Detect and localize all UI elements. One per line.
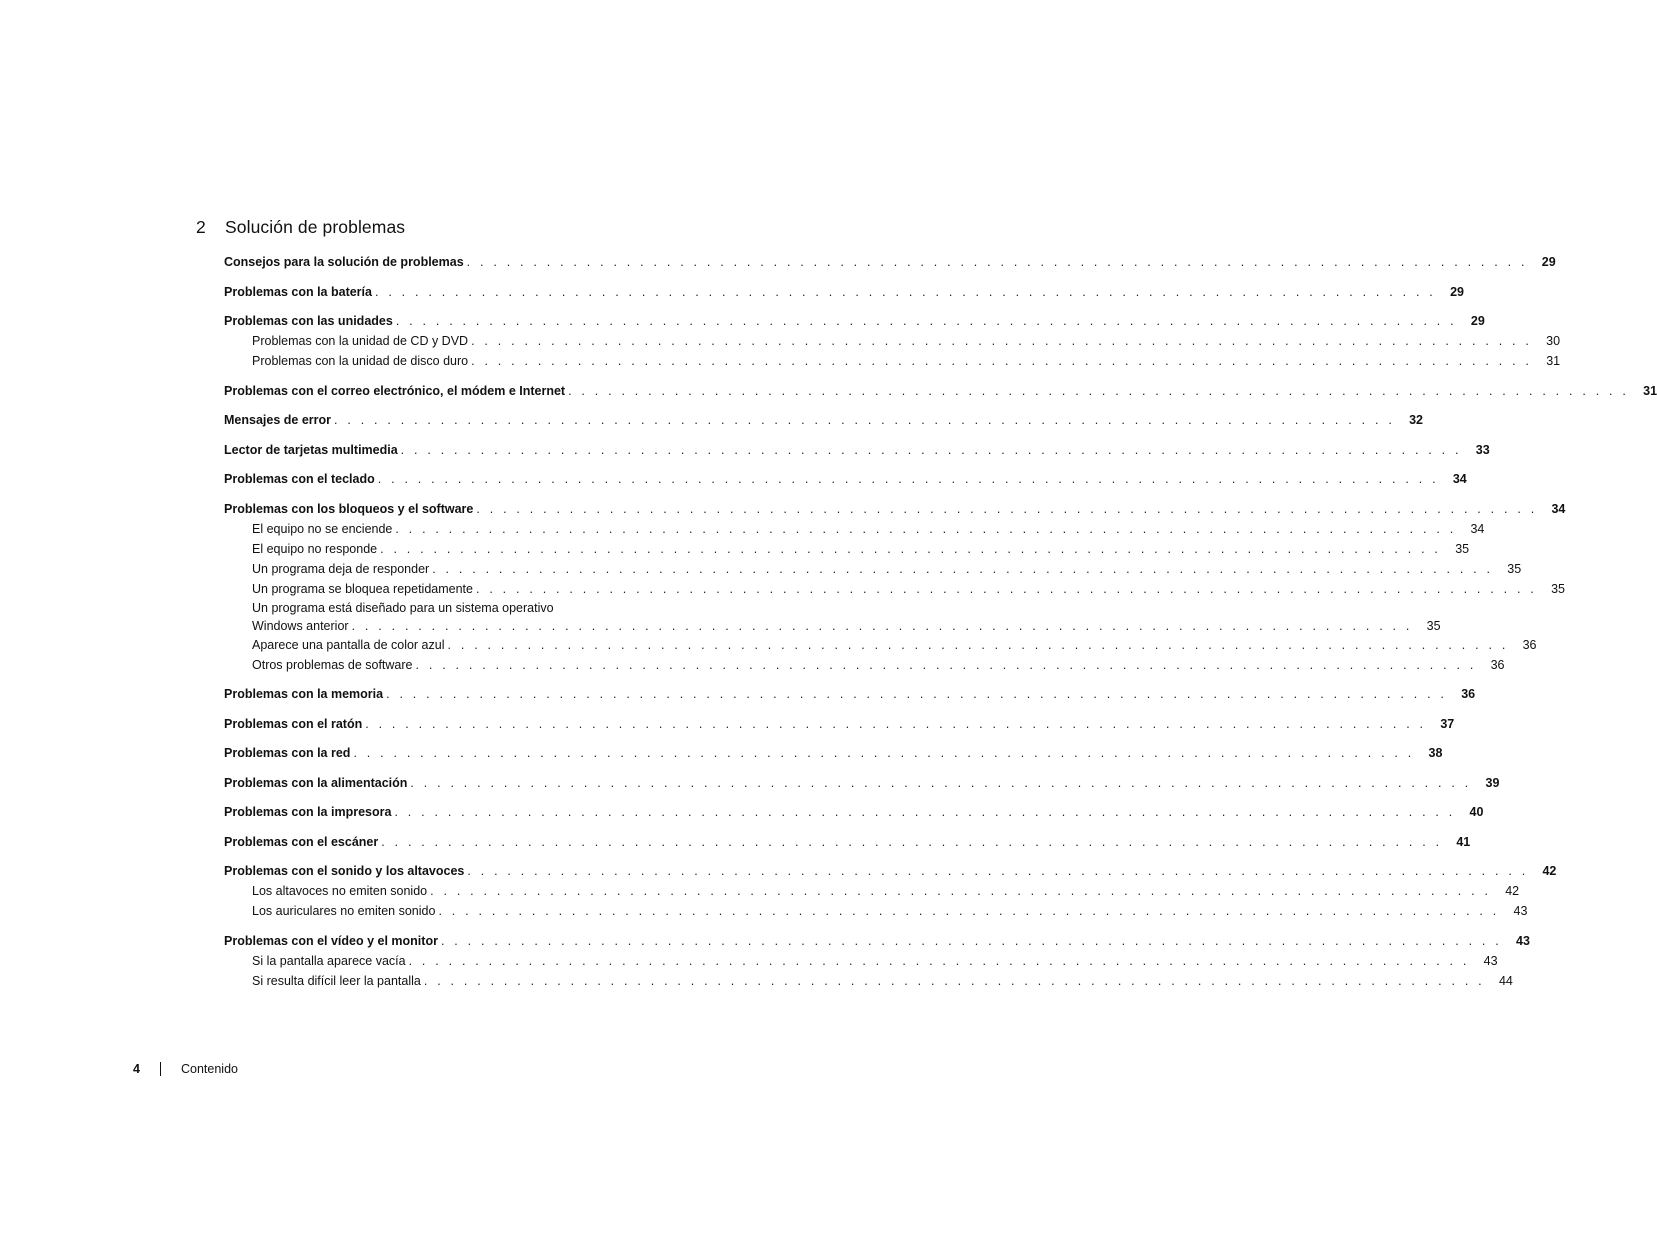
toc-page-number: 38	[1428, 746, 1443, 760]
toc-entry-label: Problemas con el escáner	[224, 834, 379, 849]
toc-entry[interactable]	[224, 252, 1556, 272]
toc-page-number: 29	[1450, 284, 1464, 299]
toc-entry-label: Un programa se bloquea repetidamente	[252, 581, 473, 596]
toc-entry-label: Mensajes de error	[224, 413, 331, 427]
toc-entry-label: Aparece una pantalla de color azul	[252, 637, 445, 652]
toc-subentry[interactable]	[224, 901, 1528, 921]
toc-dot-leader: . . . . . . . . . . . . . . . . . . . . . . . . . . . . . . . . . . . . . . . . . . . . . . . . . . . . . . . . . . . . . . . . . . . . . . . . . . . . . . . .	[430, 884, 1492, 898]
page-footer	[133, 1062, 238, 1076]
toc-entry[interactable]	[224, 282, 1464, 302]
toc-page-number: 36	[1461, 687, 1476, 701]
toc-dot-leader: . . . . . . . . . . . . . . . . . . . . . . . . . . . . . . . . . . . . . . . . . . . . . . . . . . . . . . . . . . . . . . . . . . . . . . . . . . . . . . . .	[467, 864, 1529, 878]
toc-subentry[interactable]	[224, 539, 1470, 559]
toc-entry-label: Problemas con el sonido y los altavoces	[224, 864, 465, 878]
footer-page-number: 4	[133, 1062, 140, 1076]
toc-subentry[interactable]	[224, 519, 1485, 539]
toc-entry-label: El equipo no se enciende	[252, 521, 393, 536]
toc-entry-label: Problemas con los bloqueos y el software	[224, 501, 474, 516]
toc-entry-label: Si resulta difícil leer la pantalla	[252, 973, 421, 988]
toc-dot-leader: . . . . . . . . . . . . . . . . . . . . . . . . . . . . . . . . . . . . . . . . . . . . . . . . . . . . . . . . . . . . . . . . . . . . . . . . . . . . . . . .	[423, 973, 1485, 988]
toc-page-number: 29	[1470, 314, 1485, 328]
toc-dot-leader: . . . . . . . . . . . . . . . . . . . . . . . . . . . . . . . . . . . . . . . . . . . . . . . . . . . . . . . . . . . . . . . . . . . . . . . . . . . . . . . .	[394, 805, 1456, 819]
toc-entry-label: Problemas con el ratón	[224, 716, 363, 731]
toc-page-number: 42	[1542, 864, 1557, 878]
toc-entry[interactable]	[224, 802, 1484, 822]
toc-entry-label: Problemas con la memoria	[224, 687, 384, 701]
chapter-heading	[196, 217, 405, 238]
toc-subentry[interactable]	[224, 351, 1561, 371]
toc-entry[interactable]	[224, 469, 1467, 489]
toc-subentry[interactable]	[224, 579, 1565, 599]
toc-subentry[interactable]	[224, 559, 1522, 579]
toc-page-number: 44	[1498, 973, 1513, 988]
toc-page-number: 39	[1485, 775, 1500, 790]
toc-dot-leader: . . . . . . . . . . . . . . . . . . . . . . . . . . . . . . . . . . . . . . . . . . . . . . . . . . . . . . . . . . . . . . . . . . . . . . . . . . . . . . . .	[377, 472, 1439, 486]
toc-entry[interactable]	[224, 684, 1476, 704]
toc-page-number: 31	[1546, 354, 1561, 368]
toc-dot-leader: . . . . . . . . . . . . . . . . . . . . . . . . . . . . . . . . . . . . . . . . . . . . . . . . . . . . . . . . . . . . . . . . . . . . . . . . . . . . . . . .	[395, 314, 1457, 328]
toc-entry[interactable]	[224, 773, 1500, 793]
toc-dot-leader: . . . . . . . . . . . . . . . . . . . . . . . . . . . . . . . . . . . . . . . . . . . . . . . . . . . . . . . . . . . . . . . . . . . . . . . . . . . . . . . .	[410, 775, 1472, 790]
toc-entry-label: El equipo no responde	[252, 541, 378, 556]
toc-dot-leader: . . . . . . . . . . . . . . . . . . . . . . . . . . . . . . . . . . . . . . . . . . . . . . . . . . . . . . . . . . . . . . . . . . . . . . . . . . . . . . . .	[476, 501, 1538, 516]
toc-entry[interactable]	[224, 832, 1471, 852]
toc-page-number: 35	[1507, 561, 1522, 576]
toc-entry-line	[252, 617, 1441, 635]
toc-subentry[interactable]	[224, 635, 1537, 655]
toc-entry[interactable]	[224, 931, 1530, 951]
toc-subentry[interactable]	[224, 599, 1441, 635]
toc-page-number: 34	[1452, 472, 1467, 486]
toc-entry-label: Un programa está diseñado para un sistema operativo	[252, 600, 554, 615]
toc-entry-label: Problemas con el teclado	[224, 472, 375, 486]
toc-subentry[interactable]	[224, 971, 1513, 991]
toc-subentry[interactable]	[224, 951, 1498, 971]
toc-page-number: 41	[1456, 834, 1471, 849]
toc-entry-label: Un programa deja de responder	[252, 561, 430, 576]
toc-dot-leader: . . . . . . . . . . . . . . . . . . . . . . . . . . . . . . . . . . . . . . . . . . . . . . . . . . . . . . . . . . . . . . . . . . . . . . . . . . . . . . . .	[353, 746, 1415, 760]
toc-dot-leader: . . . . . . . . . . . . . . . . . . . . . . . . . . . . . . . . . . . . . . . . . . . . . . . . . . . . . . . . . . . . . . . . . . . . . . . . . . . . . . . .	[386, 687, 1448, 701]
toc-page-number: 36	[1522, 637, 1537, 652]
toc-page-number: 34	[1470, 521, 1485, 536]
toc-page-number: 35	[1426, 618, 1441, 633]
toc-entry[interactable]	[224, 861, 1557, 881]
toc-entry[interactable]	[224, 311, 1485, 331]
toc-entry-label: Si la pantalla aparece vacía	[252, 953, 406, 968]
toc-entry-label: Problemas con el correo electrónico, el módem e Internet	[224, 383, 566, 398]
toc-dot-leader: . . . . . . . . . . . . . . . . . . . . . . . . . . . . . . . . . . . . . . . . . . . . . . . . . . . . . . . . . . . . . . . . . . . . . . . . . . . . . . . .	[471, 354, 1533, 368]
toc-dot-leader: . . . . . . . . . . . . . . . . . . . . . . . . . . . . . . . . . . . . . . . . . . . . . . . . . . . . . . . . . . . . . . . . . . . . . . . . . . . . . . . .	[395, 521, 1457, 536]
toc-page-number: 42	[1505, 884, 1520, 898]
toc-entry[interactable]	[224, 440, 1490, 460]
toc-page-number: 33	[1475, 442, 1490, 457]
toc-dot-leader: . . . . . . . . . . . . . . . . . . . . . . . . . . . . . . . . . . . . . . . . . . . . . . . . . . . . . . . . . . . . . . . . . . . . . . . . . . . . . . . .	[374, 284, 1436, 299]
toc-page-number: 43	[1513, 904, 1528, 918]
toc-dot-leader: . . . . . . . . . . . . . . . . . . . . . . . . . . . . . . . . . . . . . . . . . . . . . . . . . . . . . . . . . . . . . . . . . . . . . . . . . . . . . . . .	[432, 561, 1494, 576]
toc-page-number: 31	[1643, 383, 1657, 398]
toc-dot-leader: . . . . . . . . . . . . . . . . . . . . . . . . . . . . . . . . . . . . . . . . . . . . . . . . . . . . . . . . . . . . . . . . . . . . . . . . . . . . . . . .	[365, 716, 1427, 731]
toc-dot-leader: . . . . . . . . . . . . . . . . . . . . . . . . . . . . . . . . . . . . . . . . . . . . . . . . . . . . . . . . . . . . . . . . . . . . . . . . . . . . . . . .	[438, 904, 1500, 918]
chapter-number: 2	[196, 217, 206, 237]
toc-dot-leader: . . . . . . . . . . . . . . . . . . . . . . . . . . . . . . . . . . . . . . . . . . . . . . . . . . . . . . . . . . . . . . . . . . . . . . . . . . . . . . . .	[415, 657, 1477, 672]
toc-entry[interactable]	[224, 381, 1657, 401]
toc-dot-leader: . . . . . . . . . . . . . . . . . . . . . . . . . . . . . . . . . . . . . . . . . . . . . . . . . . . . . . . . . . . . . . . . . . . . . . . . . . . . . . . .	[334, 413, 1395, 427]
toc-dot-leader: . . . . . . . . . . . . . . . . . . . . . . . . . . . . . . . . . . . . . . . . . . . . . . . . . . . . . . . . . . . . . . . . . . . . . . . . . . . . . . . .	[400, 442, 1462, 457]
toc-entry-label: Problemas con la unidad de CD y DVD	[252, 334, 469, 348]
toc-dot-leader: . . . . . . . . . . . . . . . . . . . . . . . . . . . . . . . . . . . . . . . . . . . . . . . . . . . . . . . . . . . . . . . . . . . . . . . . . . . . . . . .	[381, 834, 1443, 849]
toc-dot-leader: . . . . . . . . . . . . . . . . . . . . . . . . . . . . . . . . . . . . . . . . . . . . . . . . . . . . . . . . . . . . . . . . . . . . . . . . . . . . . . . .	[475, 581, 1537, 596]
toc-entry-label: Los auriculares no emiten sonido	[252, 904, 436, 918]
toc-entry-label: Problemas con la alimentación	[224, 775, 408, 790]
toc-page-number: 35	[1551, 581, 1565, 596]
toc-subentry[interactable]	[224, 881, 1520, 901]
toc-page-number: 43	[1483, 953, 1498, 968]
toc-entry-label: Problemas con la impresora	[224, 805, 392, 819]
toc-dot-leader: . . . . . . . . . . . . . . . . . . . . . . . . . . . . . . . . . . . . . . . . . . . . . . . . . . . . . . . . . . . . . . . . . . . . . . . . . . . . . . . .	[440, 933, 1502, 948]
toc-dot-leader: . . . . . . . . . . . . . . . . . . . . . . . . . . . . . . . . . . . . . . . . . . . . . . . . . . . . . . . . . . . . . . . . . . . . . . . . . . . . . . . .	[447, 637, 1509, 652]
toc-entry[interactable]	[224, 743, 1443, 763]
toc-dot-leader: . . . . . . . . . . . . . . . . . . . . . . . . . . . . . . . . . . . . . . . . . . . . . . . . . . . . . . . . . . . . . . . . . . . . . . . . . . . . . . . .	[408, 953, 1470, 968]
toc-entry-label: Problemas con la unidad de disco duro	[252, 354, 469, 368]
toc-dot-leader: . . . . . . . . . . . . . . . . . . . . . . . . . . . . . . . . . . . . . . . . . . . . . . . . . . . . . . . . . . . . . . . . . . . . . . . . . . . . . . . .	[351, 618, 1413, 633]
toc-entry-label: Problemas con las unidades	[224, 314, 393, 328]
toc-entry[interactable]	[224, 714, 1455, 734]
toc-page-number: 29	[1541, 255, 1556, 269]
toc-entry-label: Problemas con el vídeo y el monitor	[224, 933, 438, 948]
toc-page-number: 37	[1440, 716, 1455, 731]
toc-dot-leader: . . . . . . . . . . . . . . . . . . . . . . . . . . . . . . . . . . . . . . . . . . . . . . . . . . . . . . . . . . . . . . . . . . . . . . . . . . . . . . . .	[568, 383, 1630, 398]
toc-entry-label: Problemas con la batería	[224, 284, 372, 299]
toc-entry[interactable]	[224, 410, 1423, 430]
toc-page-number: 34	[1551, 501, 1566, 516]
toc-subentry[interactable]	[224, 655, 1505, 675]
toc-dot-leader: . . . . . . . . . . . . . . . . . . . . . . . . . . . . . . . . . . . . . . . . . . . . . . . . . . . . . . . . . . . . . . . . . . . . . . . . . . . . . . . .	[471, 334, 1533, 348]
toc-entry-label: Otros problemas de software	[252, 657, 413, 672]
footer-section-name: Contenido	[181, 1062, 238, 1076]
toc-page-number: 32	[1409, 413, 1423, 427]
toc-entry-label: Los altavoces no emiten sonido	[252, 884, 428, 898]
toc-entry-label: Lector de tarjetas multimedia	[224, 442, 398, 457]
toc-entry-label: Consejos para la solución de problemas	[224, 255, 464, 269]
toc-entry[interactable]	[224, 499, 1566, 519]
toc-page-number: 35	[1455, 541, 1470, 556]
toc-page-number: 36	[1490, 657, 1505, 672]
toc-subentry[interactable]	[224, 331, 1561, 351]
toc-entry-label: Problemas con la red	[224, 746, 351, 760]
toc-dot-leader: . . . . . . . . . . . . . . . . . . . . . . . . . . . . . . . . . . . . . . . . . . . . . . . . . . . . . . . . . . . . . . . . . . . . . . . . . . . . . . . .	[466, 255, 1528, 269]
toc-page-number: 43	[1516, 933, 1530, 948]
toc-dot-leader: . . . . . . . . . . . . . . . . . . . . . . . . . . . . . . . . . . . . . . . . . . . . . . . . . . . . . . . . . . . . . . . . . . . . . . . . . . . . . . . .	[380, 541, 1442, 556]
chapter-title: Solución de problemas	[225, 217, 406, 237]
footer-divider	[160, 1062, 161, 1076]
table-of-contents	[224, 252, 1657, 991]
toc-entry-label-continued: Windows anterior	[252, 618, 349, 633]
toc-page-number: 30	[1546, 334, 1561, 348]
toc-page-number: 40	[1469, 805, 1484, 819]
